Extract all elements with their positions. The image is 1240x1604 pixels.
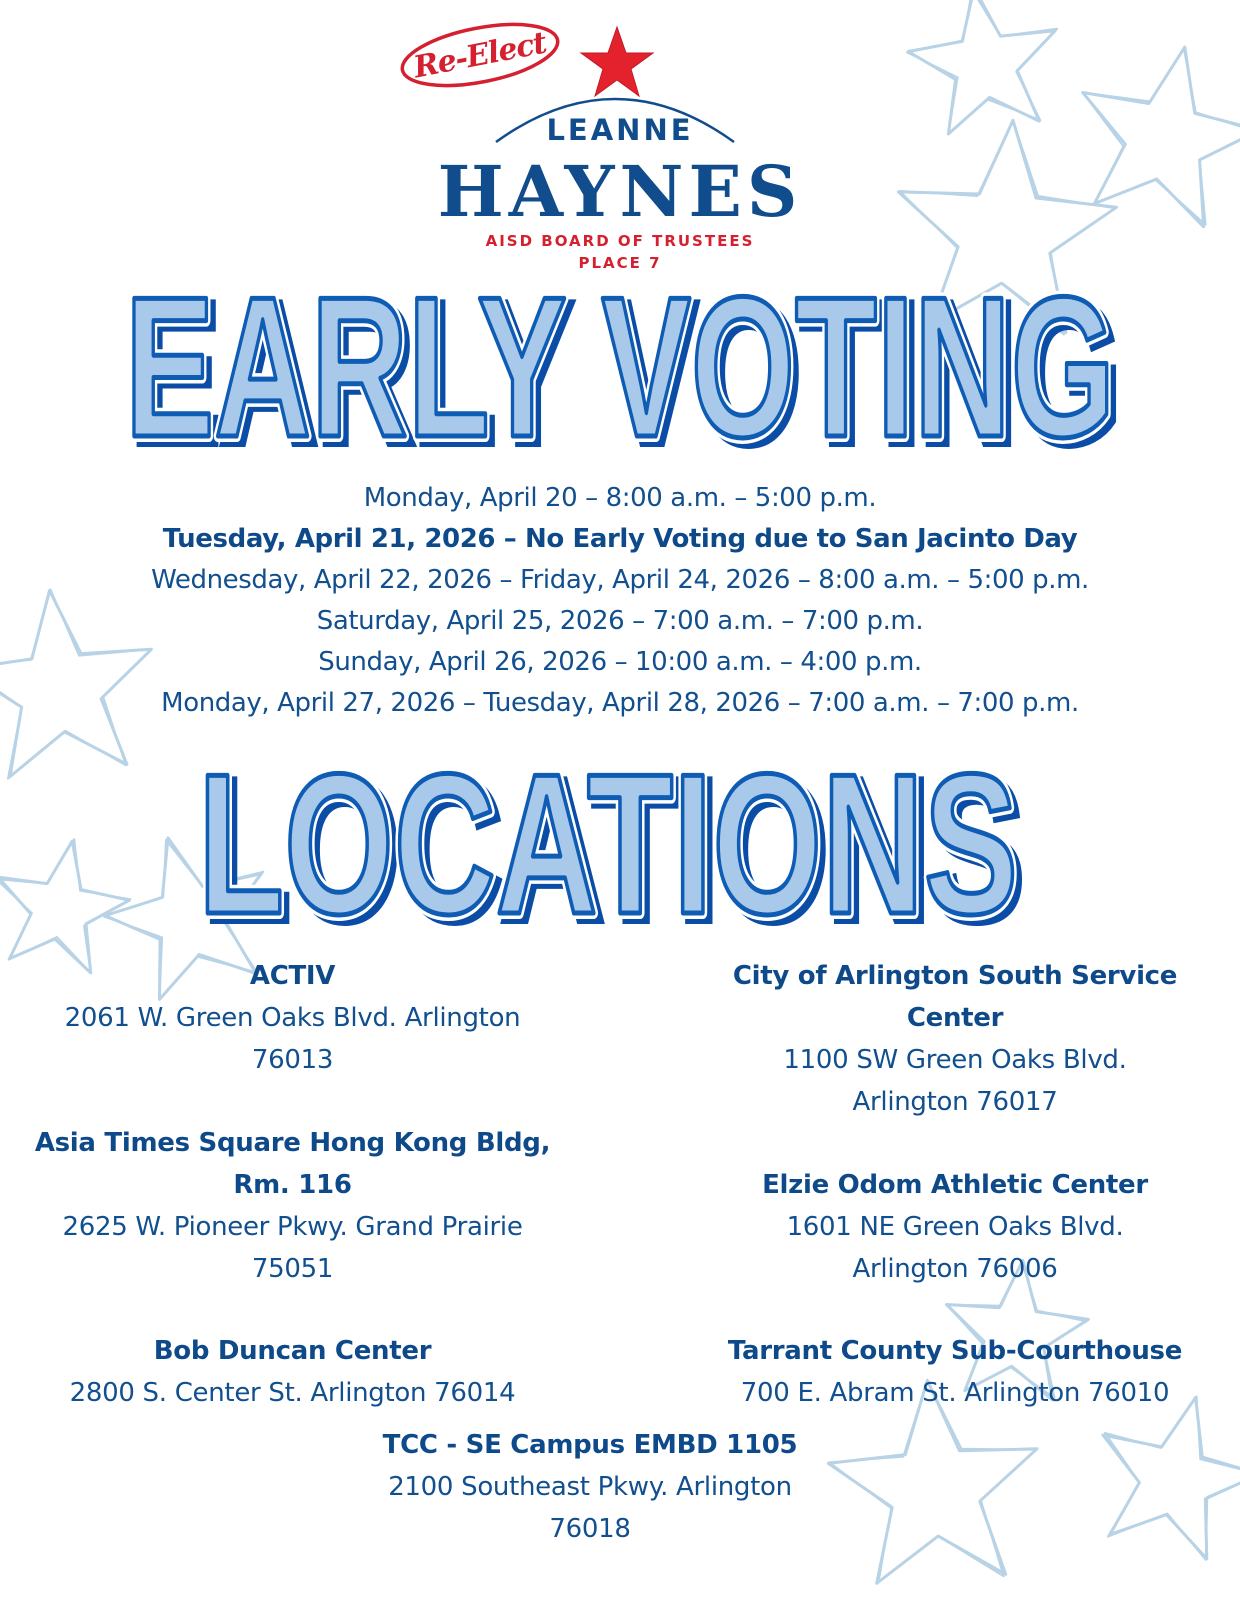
location-bob-duncan xyxy=(20,1330,565,1414)
location-south-service-center xyxy=(680,955,1230,1123)
location-asia-times-square xyxy=(20,1122,565,1290)
locations-text: LOCATIONS xyxy=(198,755,1018,950)
location-tcc-se-campus xyxy=(320,1424,860,1550)
office-line-2: PLACE 7 xyxy=(578,254,662,272)
re-elect-text: Re-Elect xyxy=(410,25,550,85)
location-name: City of Arlington South Service xyxy=(732,961,1178,991)
campaign-logo xyxy=(0,0,1240,290)
schedule-line: Monday, April 20 – 8:00 a.m. – 5:00 p.m. xyxy=(363,483,877,513)
candidate-first-name: LEANNE xyxy=(546,113,694,147)
svg-text:EARLY VOTING: EARLY VOTING xyxy=(125,290,1115,470)
location-name: TCC - SE Campus EMBD 1105 xyxy=(382,1430,798,1460)
location-name: Tarrant County Sub-Courthouse xyxy=(727,1336,1183,1366)
location-address: 2800 S. Center St. Arlington 76014 xyxy=(69,1378,516,1408)
schedule-line: Sunday, April 26, 2026 – 10:00 a.m. – 4:00 p.m. xyxy=(318,647,922,677)
location-name: Bob Duncan Center xyxy=(153,1336,432,1366)
location-address: 700 E. Abram St. Arlington 76010 xyxy=(740,1378,1170,1408)
location-address: 75051 xyxy=(251,1254,334,1284)
candidate-last-name: HAYNES xyxy=(437,150,803,233)
location-address: 2061 W. Green Oaks Blvd. Arlington xyxy=(64,1003,521,1033)
schedule-line: Monday, April 27, 2026 – Tuesday, April 28, 2026 – 7:00 a.m. – 7:00 p.m. xyxy=(161,688,1079,718)
early-voting-text: EARLY VOTING xyxy=(125,290,1115,470)
star-outline-icon xyxy=(1103,1398,1240,1559)
schedule-line: Wednesday, April 22, 2026 – Friday, April 24, 2026 – 8:00 a.m. – 5:00 p.m. xyxy=(151,565,1089,595)
location-address: 76018 xyxy=(549,1514,631,1544)
location-address: 2625 W. Pioneer Pkwy. Grand Prairie xyxy=(62,1212,523,1242)
svg-text:EARLY VOTING: EARLY VOTING xyxy=(131,290,1121,470)
locations-heading xyxy=(0,755,1240,950)
location-name: Asia Times Square Hong Kong Bldg, xyxy=(34,1128,551,1158)
voting-schedule xyxy=(0,478,1240,724)
location-activ xyxy=(20,955,565,1081)
location-name: Center xyxy=(906,1003,1004,1033)
location-name: Rm. 116 xyxy=(233,1170,352,1200)
star-outline-icon xyxy=(1105,1397,1240,1560)
schedule-line-highlight: Tuesday, April 21, 2026 – No Early Voting due to San Jacinto Day xyxy=(162,524,1078,554)
location-name: ACTIV xyxy=(249,961,336,991)
schedule-line: Saturday, April 25, 2026 – 7:00 a.m. – 7:00 p.m. xyxy=(316,606,924,636)
svg-text:LOCATIONS: LOCATIONS xyxy=(198,755,1018,950)
location-address: 2100 Southeast Pkwy. Arlington xyxy=(388,1472,792,1502)
location-elzie-odom xyxy=(680,1164,1230,1290)
location-address: 76013 xyxy=(251,1045,334,1075)
location-name: Elzie Odom Athletic Center xyxy=(762,1170,1148,1200)
location-address: 1100 SW Green Oaks Blvd. xyxy=(783,1045,1127,1075)
svg-text:LOCATIONS: LOCATIONS xyxy=(204,755,1024,950)
early-voting-heading xyxy=(0,290,1240,470)
location-address: Arlington 76006 xyxy=(852,1254,1058,1284)
office-line-1: AISD BOARD OF TRUSTEES xyxy=(485,232,755,250)
location-address: Arlington 76017 xyxy=(852,1087,1058,1117)
candidate-office xyxy=(0,230,1240,274)
re-elect-badge xyxy=(396,18,564,92)
location-tarrant-county xyxy=(680,1330,1230,1414)
location-address: 1601 NE Green Oaks Blvd. xyxy=(786,1212,1124,1242)
